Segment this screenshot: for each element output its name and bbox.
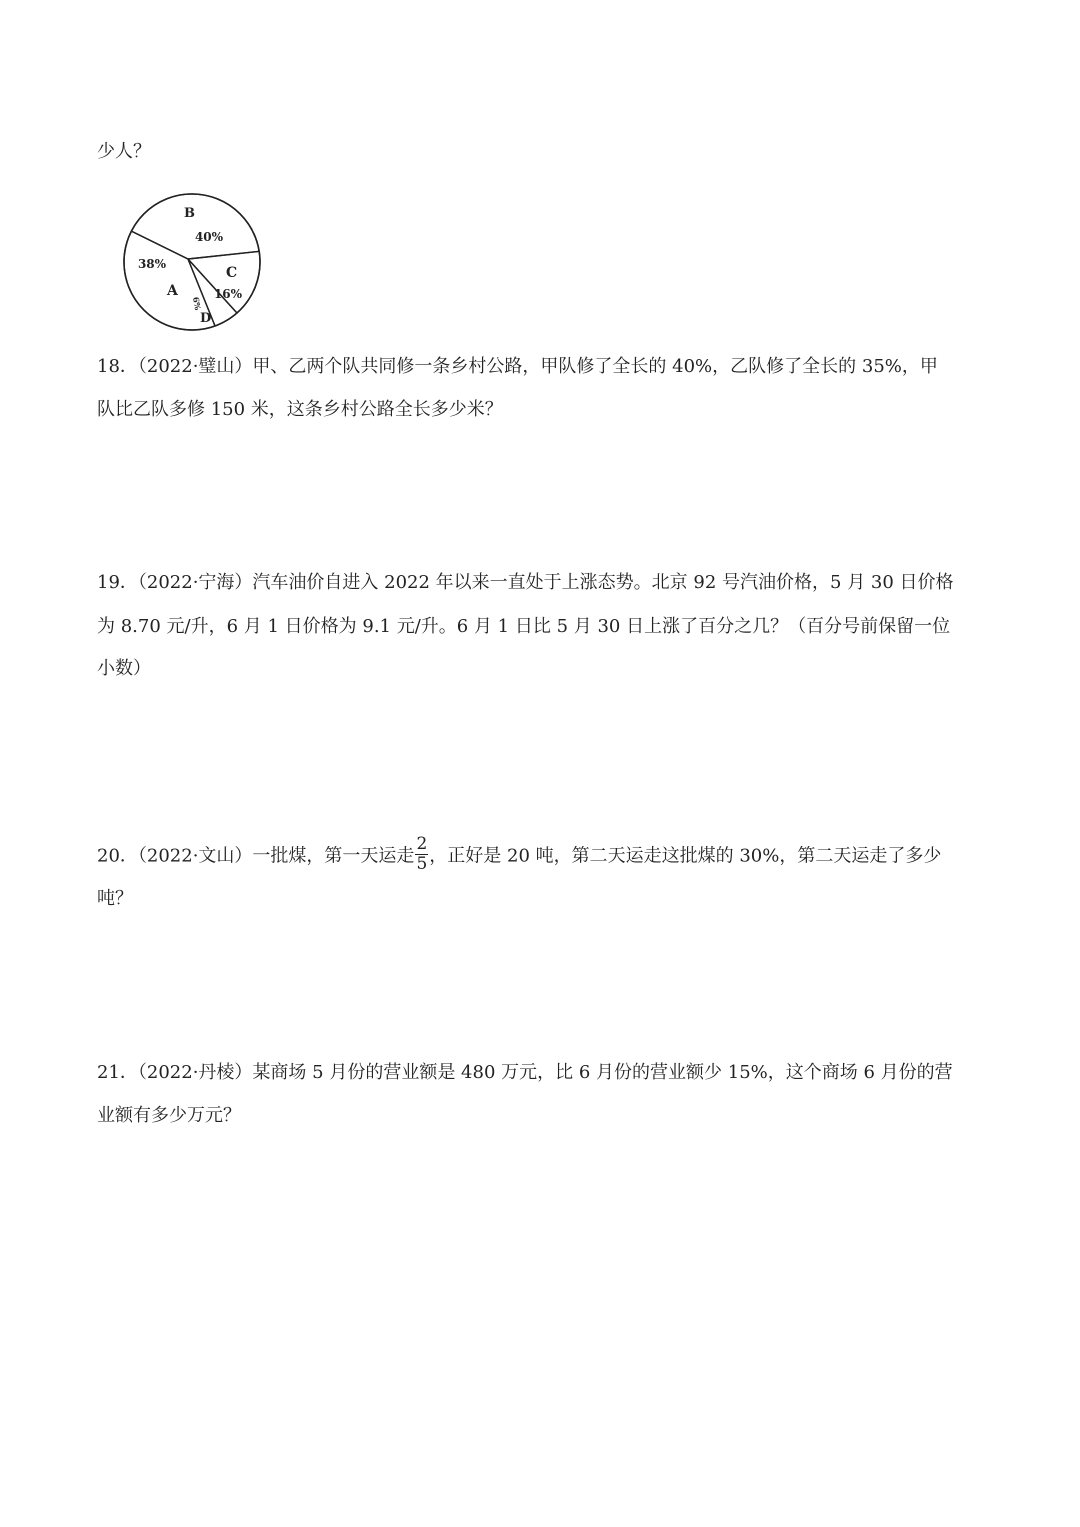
pie-label-b: B (184, 206, 195, 221)
q21-line-2: 业额有多少万元？ (97, 1105, 241, 1126)
q20-text-before: 20．（2022·文山）一批煤，第一天运走 (97, 845, 415, 867)
q21-line-1: 21．（2022·丹棱）某商场 5 月份的营业额是 480 万元，比 6 月份的营业额少 15%，这个商场 6 月份的营 (97, 1062, 953, 1083)
pie-value-d: 6% (190, 296, 204, 311)
pie-value-a: 38% (137, 257, 167, 271)
q20-line-1 (97, 834, 942, 875)
fraction-two-fifths (415, 836, 428, 873)
q19-line-1: 19．（2022·宁海）汽车油价自进入 2022 年以来一直处于上涨态势。北京 92 号汽油价格，5 月 30 日价格 (97, 572, 954, 593)
pie-value-b: 40% (194, 230, 224, 244)
pie-slice-b (131, 194, 259, 259)
fraction-numerator: 2 (416, 834, 428, 854)
pie-value-c: 16% (213, 287, 243, 301)
pie-label-c: C (226, 265, 238, 281)
pie-chart (118, 190, 266, 334)
pie-label-a: A (167, 283, 178, 299)
q18-line-1: 18．（2022·璧山）甲、乙两个队共同修一条乡村公路，甲队修了全长的 40%，乙队修了全长的 35%，甲 (97, 356, 938, 377)
q20-line-2: 吨？ (97, 888, 133, 909)
q20-text-after: ，正好是 20 吨，第二天运走这批煤的 30%，第二天运走了多少 (429, 845, 942, 867)
fraction-denominator: 5 (416, 854, 428, 874)
q19-line-3: 小数） (97, 658, 151, 679)
pie-label-d: D (200, 311, 212, 326)
q19-line-2: 为 8.70 元/升，6 月 1 日价格为 9.1 元/升。6 月 1 日比 5 月 30 日上涨了百分之几？（百分号前保留一位 (97, 616, 951, 637)
q17-line-tail: 少人？ (97, 141, 151, 162)
q18-line-2: 队比乙队多修 150 米，这条乡村公路全长多少米？ (97, 399, 503, 420)
